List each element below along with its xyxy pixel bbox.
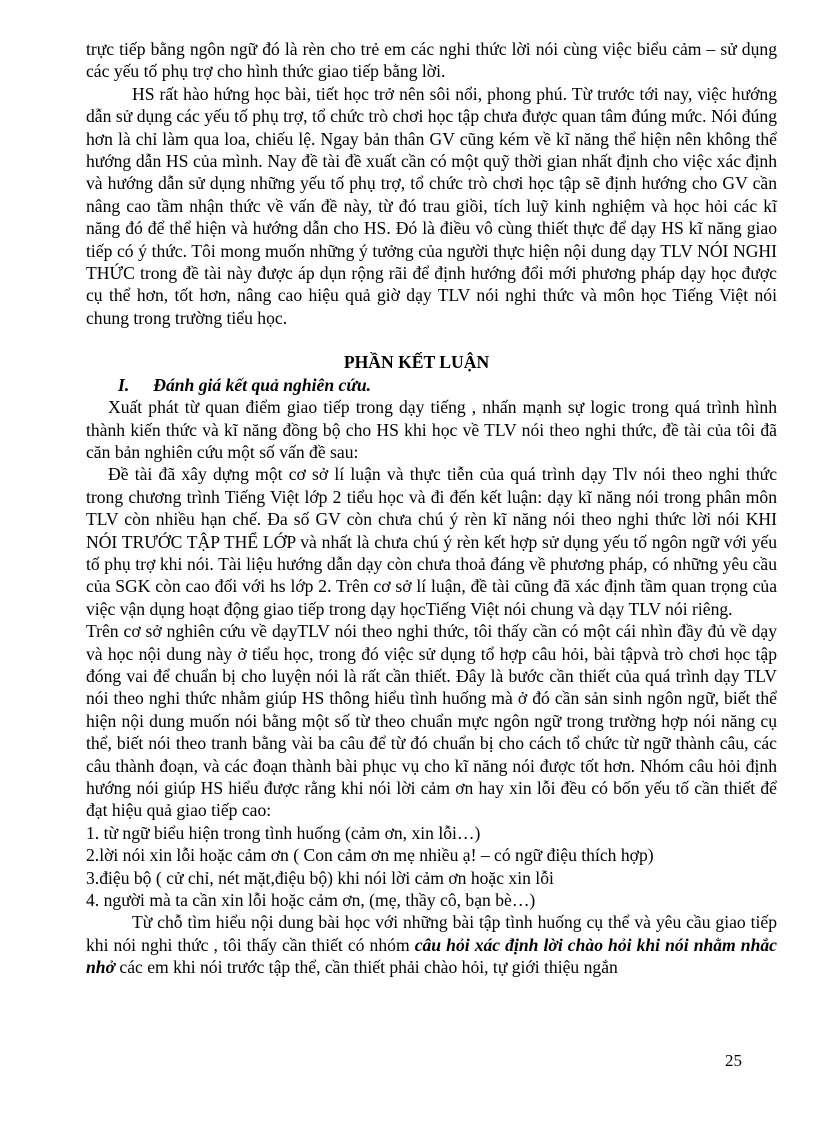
paragraph-5: Trên cơ sở nghiên cứu về dạyTLV nói theo nghi thức, tôi thấy cần có một cái nhìn đầy đủ về dạy và học nội dung này ở tiểu học, trong đó việc sử dụng tổ hợp câu hỏi, bài tậpvà trò chơi học tập đóng vai để chuẩn bị cho luyện nói là rất cần thiết. Đây là bước cần thiết của quá trình dạy TLV nói theo nghi thức nhằm giúp HS thông hiểu tình huống mà ở đó cần sản sinh ngôn ngữ, biết thể hiện nội dung muốn nói bằng một số từ theo chuẩn mực ngôn ngữ trong trường hợp nói năng cụ thể, biết nói theo tranh bằng vài ba câu để từ đó chuẩn bị cho cách tổ chức từ ngữ thành câu, các câu thành đoạn, và các đoạn thành bài phục vụ cho kĩ năng nói được tốt hơn. Nhóm câu hỏi định hướng nói giúp HS hiểu được rằng khi nói lời cảm ơn hay xin lỗi đều có bốn yếu tố cần thiết để đạt hiệu quả giao tiếp cao:	[86, 621, 777, 821]
paragraph-1: trực tiếp bằng ngôn ngữ đó là rèn cho trẻ em các nghi thức lời nói cùng việc biểu cảm – sử dụng các yếu tố phụ trợ cho hình thức giao tiếp bằng lời.	[86, 39, 777, 82]
paragraph-4: Đề tài đã xây dựng một cơ sở lí luận và thực tiễn của quá trình dạy Tlv nói theo nghi thức trong chương trình Tiếng Việt lớp 2 tiểu học và đi đến kết luận: dạy kĩ năng nói trong phân môn TLV còn nhiều hạn chế. Đa số GV còn chưa chú ý rèn kĩ năng nói theo nghi thức lời nói KHI NÓI TRƯỚC TẬP THỂ LỚP và nhất là chưa chú ý rèn kết hợp sử dụng yếu tố ngôn ngữ với yếu tố phụ trợ khi nói. Tài liệu hướng dẫn dạy còn chưa thoả đáng về phương pháp, có những yêu cầu của SGK còn cao đối với hs lớp 2. Trên cơ sở lí luận, đề tài cũng đã xác định tầm quan trọng của việc vận dụng hoạt động giao tiếp trong dạy họcTiếng Việt nói chung và dạy TLV nói riêng.	[86, 464, 777, 619]
paragraph-3: Xuất phát từ quan điểm giao tiếp trong dạy tiếng , nhấn mạnh sự logic trong quá trình hình thành kiến thức và kĩ năng đồng bộ cho HS khi học về TLV nói theo nghi thức, đề tài của tôi đã căn bản nghiên cứu một số vấn đề sau:	[86, 397, 777, 462]
list-item: 1. từ ngữ biểu hiện trong tình huống (cảm ơn, xin lỗi…)	[86, 822, 481, 843]
list-item: 3.điệu bộ ( cử chỉ, nét mặt,điệu bộ) khi nói lời cảm ơn hoặc xin lỗi	[86, 867, 554, 888]
list-item: 2.lời nói xin lỗi hoặc cảm ơn ( Con cảm ơn mẹ nhiều ạ! – có ngữ điệu thích hợp)	[86, 845, 654, 866]
document-page	[86, 38, 777, 979]
paragraph-6-emphasis: câu hỏi xác định lời chào hỏi khi nói nhằm nhắc nhở	[86, 934, 777, 978]
subsection-title: Đánh giá kết quả nghiên cứu.	[153, 374, 372, 395]
paragraph-2: HS rất hào hứng học bài, tiết học trở nên sôi nổi, phong phú. Từ trước tới nay, việc hướng dẫn sử dụng các yếu tố phụ trợ, tổ chức trò chơi học tập chưa được quan tâm đúng mức. Nói đúng hơn là chỉ làm qua loa, chiếu lệ. Ngay bản thân GV cũng kém về kĩ năng thể hiện nên không thể hướng dẫn HS của mình. Nay đề tài đề xuất cần có một quỹ thời gian nhất định cho việc xác định và hướng dẫn sử dụng những yếu tố phụ trợ, tổ chức trò chơi học tập sẽ định hướng cho GV cần nâng cao tầm nhận thức về vấn đề này, từ đó trau giồi, tích luỹ kinh nghiệm và học hỏi các kĩ năng đó để thể hiện và hướng dẫn cho HS. Đó là điều vô cùng thiết thực để dạy HS kĩ năng giao tiếp có ý thức. Tôi mong muốn những ý tưởng của người thực hiện nội dung dạy TLV NÓI NGHI THỨC trong đề tài này được áp dụn rộng rãi để định hướng đổi mới phương pháp dạy học được cụ thể hơn, tốt hơn, nâng cao hiệu quả giờ dạy TLV nói nghi thức và môn học Tiếng Việt nói chung trong trường tiểu học.	[86, 83, 777, 328]
section-title: PHẦN KẾT LUẬN	[343, 352, 490, 373]
paragraph-6-end: các em khi nói trước tập thể, cần thiết phải chào hỏi, tự giới thiệu ngắn	[115, 957, 618, 978]
page-number: 25	[725, 1051, 742, 1070]
list-item: 4. người mà ta cần xin lỗi hoặc cảm ơn, (mẹ, thầy cô, bạn bè…)	[86, 890, 536, 911]
paragraph-6-start: Từ chỗ tìm hiểu nội dung bài học với những bài tập tình huống cụ thể và yêu cầu giao tiếp khi nói nghi thức , tôi thấy cần thiết có nhóm	[86, 912, 777, 955]
paragraph-6	[86, 911, 777, 978]
subsection-number: I.	[118, 374, 130, 395]
subsection-heading	[86, 374, 777, 396]
